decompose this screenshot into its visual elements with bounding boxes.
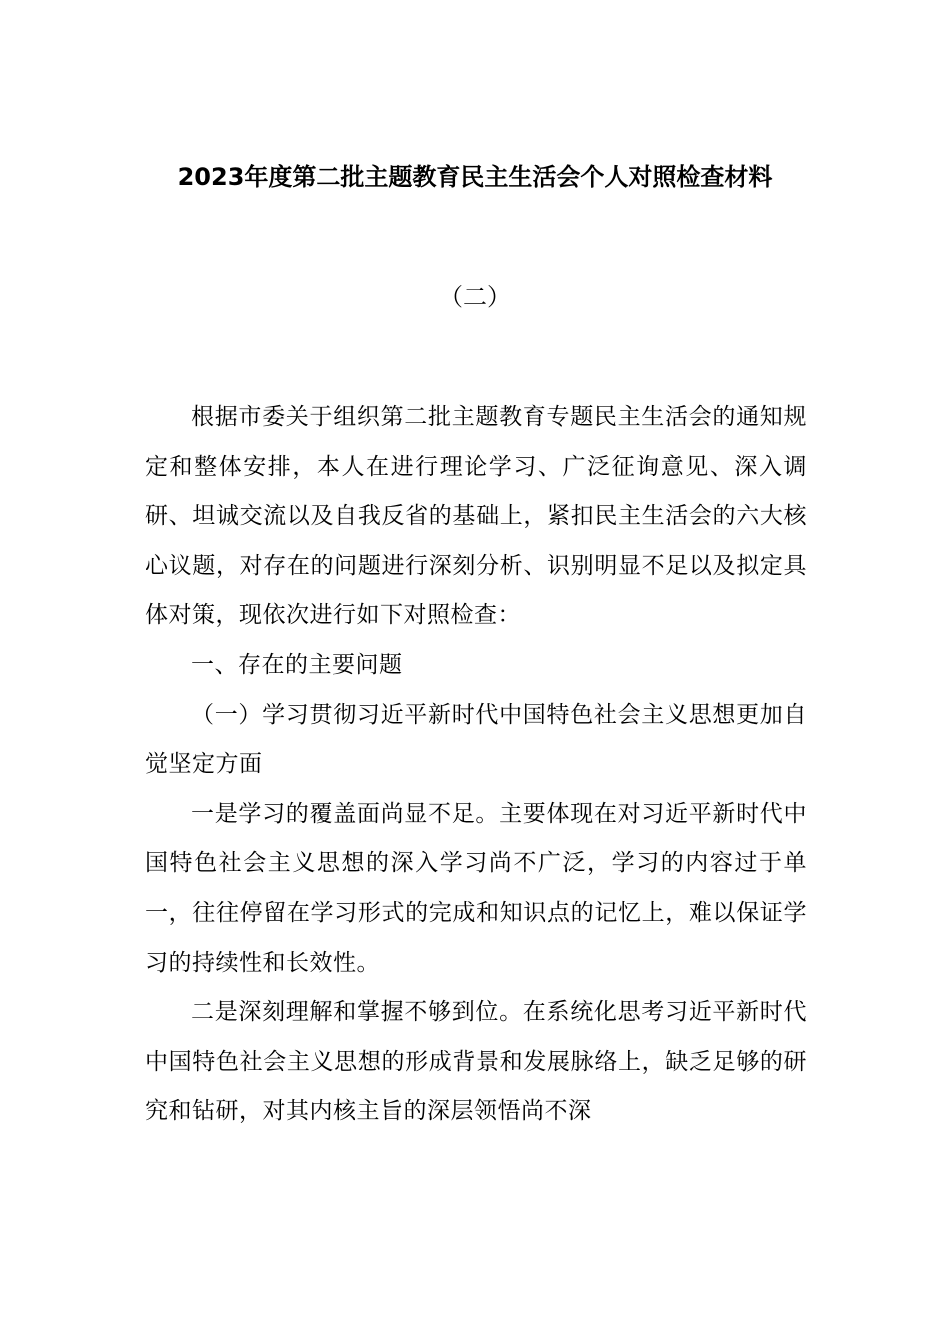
section-heading: 一、存在的主要问题 xyxy=(191,651,403,678)
intro-paragraph: 根据市委关于组织第二批主题教育专题民主生活会的通知规定和整体安排，本人在进行理论学习、广泛征询意见、深入调研、坦诚交流以及自我反省的基础上，紧扣民主生活会的六大核心议题，对存在的问题进行深刻分析、识别明显不足以及拟定具体对策，现依次进行如下对照检查： xyxy=(145,404,807,629)
subsection-heading: （一）学习贯彻习近平新时代中国特色社会主义思想更加自觉坚定方面 xyxy=(145,701,807,778)
document-subtitle: （二） xyxy=(439,283,511,311)
body-paragraph: 二是深刻理解和掌握不够到位。在系统化思考习近平新时代中国特色社会主义思想的形成背景和发展脉络上，缺乏足够的研究和钻研，对其内核主旨的深层领悟尚不深 xyxy=(145,999,807,1125)
body-paragraph: 一是学习的覆盖面尚显不足。主要体现在对习近平新时代中国特色社会主义思想的深入学习尚不广泛，学习的内容过于单一，往往停留在学习形式的完成和知识点的记忆上，难以保证学习的持续性和长效性。 xyxy=(145,800,807,976)
document-title: 2023年度第二批主题教育民主生活会个人对照检查材料 xyxy=(177,163,773,191)
document-body xyxy=(145,393,807,1137)
